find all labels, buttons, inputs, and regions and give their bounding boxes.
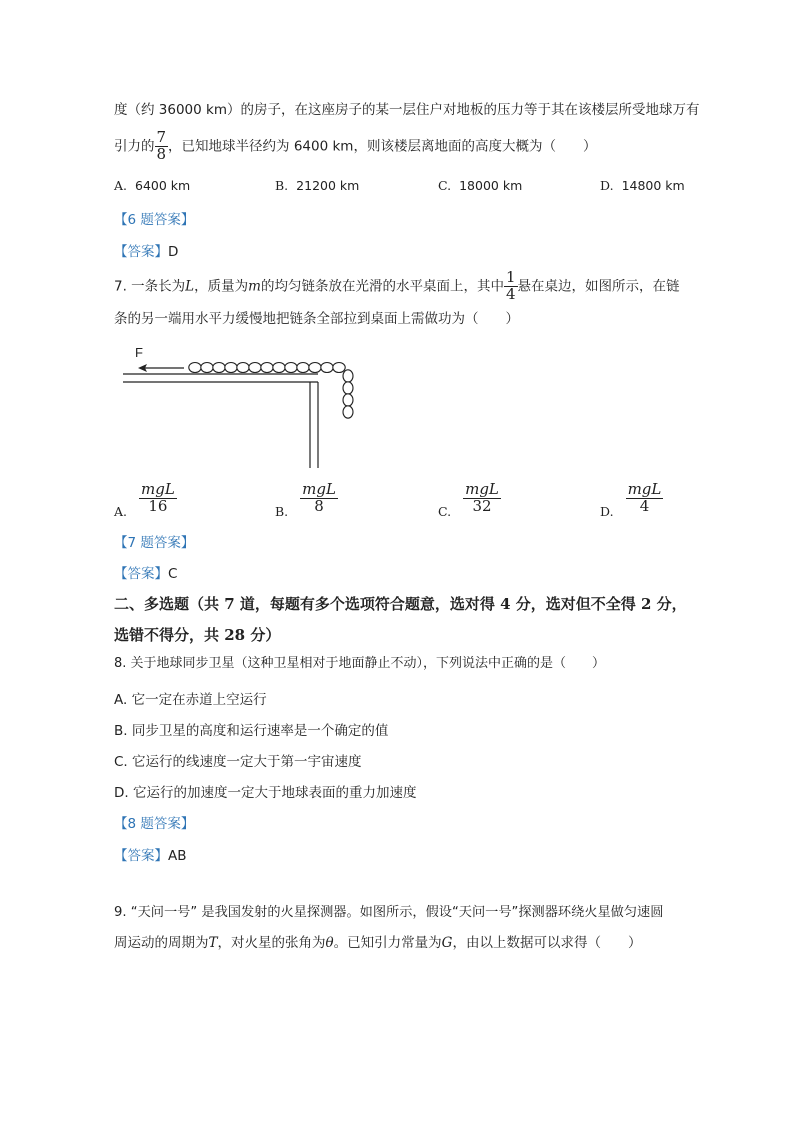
- q7-frac-den: 4: [505, 284, 516, 303]
- chain-hanging: [343, 370, 353, 418]
- q6-line2-pre: 引力的: [114, 138, 155, 155]
- q6-option-c-text: 18000 km: [459, 178, 523, 193]
- q8-answer-tag: 【8 题答案】: [114, 816, 195, 832]
- q6-option-a-label: A.: [114, 178, 128, 193]
- q9-line2-mid2: 。已知引力常量为: [333, 935, 442, 951]
- q7-frac-num: 1: [505, 268, 516, 286]
- force-label: F: [135, 345, 143, 360]
- q8-option-b[interactable]: B. 同步卫星的高度和运行速率是一个确定的值: [114, 723, 389, 739]
- chain-table-figure: [120, 340, 370, 470]
- q7-option-c-label: C.: [438, 503, 452, 519]
- q6-option-c[interactable]: [438, 178, 522, 193]
- q7-option-c-num: mgL: [465, 480, 499, 498]
- q6-frac-num: 7: [156, 128, 167, 146]
- q7-answer-label: 【答案】: [114, 566, 168, 582]
- q6-option-b[interactable]: [275, 178, 359, 193]
- q7-answer: [114, 562, 177, 582]
- q6-answer-value: D: [168, 244, 179, 260]
- q7-answer-tag: 【7 题答案】: [114, 535, 195, 551]
- q7-stem-line2: 条的另一端用水平力缓慢地把链条全部拉到桌面上需做功为（ ）: [114, 311, 519, 327]
- q6-option-b-label: B.: [275, 178, 289, 193]
- q6-option-c-label: C.: [438, 178, 452, 193]
- q8-stem: 8. 关于地球同步卫星（这种卫星相对于地面静止不动），下列说法中正确的是（ ）: [114, 656, 606, 671]
- q7-line1-mid2: 的均匀链条放在光滑的水平桌面上，其中: [260, 278, 504, 295]
- q6-answer-label: 【答案】: [114, 244, 168, 260]
- q9-var-theta: θ: [325, 935, 334, 951]
- q6-option-d-text: 14800 km: [621, 178, 685, 193]
- q7-line1-pre: 7. 一条长为: [114, 278, 186, 295]
- q7-option-d[interactable]: [600, 480, 663, 519]
- q7-answer-value: C: [168, 566, 178, 582]
- q9-stem-line2: [114, 937, 641, 951]
- q7-var-m: m: [248, 278, 261, 295]
- q7-option-c-frac: [463, 482, 501, 515]
- q7-line1-post: 悬在桌边，如图所示，在链: [517, 278, 680, 295]
- q7-option-a-frac: [139, 482, 177, 515]
- q7-option-d-num: mgL: [627, 480, 662, 498]
- section2-heading-line1: 二、多选题（共 7 道，每题有多个选项符合题意，选对得 4 分，选对但不全得 2 分，: [114, 595, 687, 613]
- q9-line2-pre: 周运动的周期为: [114, 935, 209, 951]
- q7-option-a-den: 16: [148, 496, 168, 515]
- q9-var-t: T: [208, 935, 218, 951]
- q7-option-a[interactable]: [114, 480, 177, 519]
- q6-stem-line1: 度（约 36000 km）的房子，在这座房子的某一层住户对地板的压力等于其在该楼层所受地球万有: [114, 102, 700, 118]
- q9-line2-post: ，由以上数据可以求得（ ）: [452, 935, 642, 951]
- chain-horizontal: [189, 363, 345, 373]
- q7-option-b-label: B.: [275, 503, 289, 519]
- q6-stem-line2: [114, 130, 596, 163]
- q7-var-l: L: [185, 278, 195, 295]
- q8-answer: [114, 844, 187, 864]
- q9-line2-mid1: ，对火星的张角为: [217, 935, 326, 951]
- q7-option-c[interactable]: [438, 480, 501, 519]
- q6-option-d[interactable]: [600, 178, 685, 193]
- q7-option-c-den: 32: [472, 496, 492, 515]
- q6-line2-post: ，已知地球半径约为 6400 km，则该楼层离地面的高度大概为（ ）: [168, 138, 597, 155]
- q6-answer-tag: 【6 题答案】: [114, 212, 195, 228]
- q7-option-b-num: mgL: [302, 480, 336, 498]
- q7-option-b-den: 8: [314, 496, 324, 515]
- q7-option-d-label: D.: [600, 503, 614, 519]
- q6-fraction: [155, 130, 169, 163]
- q6-option-b-text: 21200 km: [296, 178, 360, 193]
- q8-option-c[interactable]: C. 它运行的线速度一定大于第一宇宙速度: [114, 754, 362, 770]
- q8-option-a[interactable]: A. 它一定在赤道上空运行: [114, 692, 267, 708]
- q8-answer-value: AB: [168, 848, 187, 864]
- q7-fraction: [504, 270, 518, 303]
- q7-option-d-frac: [626, 482, 664, 515]
- q7-stem-line1: [114, 270, 680, 303]
- q9-var-g: G: [441, 935, 453, 951]
- q7-option-d-den: 4: [639, 496, 650, 515]
- q7-option-b-frac: [300, 482, 338, 515]
- q7-option-b[interactable]: [275, 480, 338, 519]
- q6-option-a[interactable]: [114, 178, 190, 193]
- q6-option-d-label: D.: [600, 178, 614, 193]
- q8-option-d[interactable]: D. 它运行的加速度一定大于地球表面的重力加速度: [114, 785, 417, 801]
- section2-heading-line2: 选错不得分，共 28 分）: [114, 626, 281, 644]
- q9-stem-line1: 9. “天问一号” 是我国发射的火星探测器。如图所示，假设“天问一号”探测器环绕火星做匀速圆: [114, 905, 664, 920]
- q8-answer-label: 【答案】: [114, 848, 168, 864]
- q6-frac-den: 8: [156, 144, 167, 163]
- q7-option-a-label: A.: [114, 503, 128, 519]
- q7-line1-mid1: ，质量为: [194, 278, 249, 295]
- q6-option-a-text: 6400 km: [135, 178, 191, 193]
- q7-option-a-num: mgL: [141, 480, 175, 498]
- q6-answer: [114, 240, 178, 260]
